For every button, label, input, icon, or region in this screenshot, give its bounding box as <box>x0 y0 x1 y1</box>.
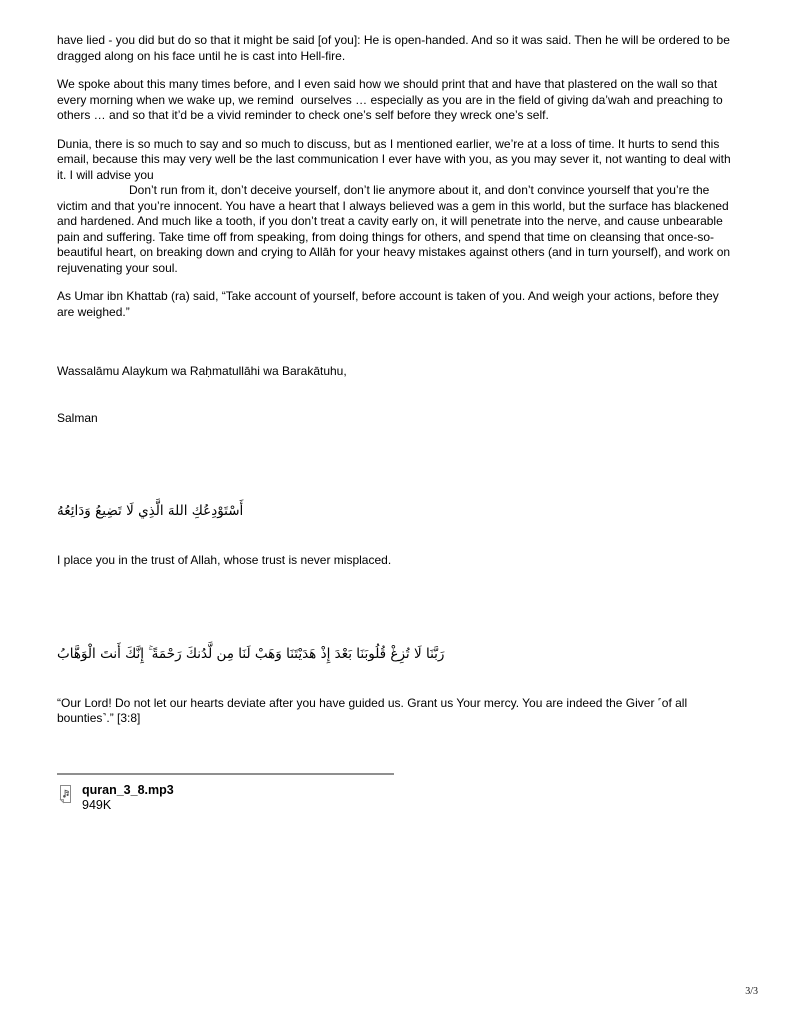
arabic-entrustment-text: أَسْتَوْدِعُكِ اللهَ الَّذِي لَا تَضِيعُ وَدَائِعُهُ <box>57 503 244 519</box>
page-number-indicator: 3/3 <box>745 986 758 997</box>
entrustment-block <box>57 470 735 600</box>
email-body <box>57 33 735 814</box>
attachment-filename[interactable]: quran_3_8.mp3 <box>82 782 174 797</box>
dua-translation: “Our Lord! Do not let our hearts deviate after you have guided us. Grant us Your mercy. You are indeed the Giver ˹of all bounties˺.” [3:8] <box>57 695 691 725</box>
attachment-meta <box>82 783 174 814</box>
paragraph-hadith-conclusion: have lied - you did but do so that it might be said [of you]: He is open-handed. And so it was said. Then he will be ordered to be dragged along on his face until he is cast into Hell-fire. <box>57 33 734 63</box>
attachment-filesize: 949K <box>82 798 112 812</box>
attachment-divider <box>57 773 394 775</box>
dua-block <box>57 613 735 758</box>
audio-file-icon <box>57 783 73 804</box>
paragraph-advice: Don’t run from it, don’t deceive yourself, don’t lie anymore about it, and don’t convince yourself that you’re the victim and that you’re innocent. You have a heart that I always believed was a gem in this world, but the surface has blackened and hardened. And much like a tooth, if you don’t treat a cavity early on, it will penetrate into the nerve, and cause unbearable pain and suffering. Take time off from speaking, from doing things for others, and spend that time on cleansing that once-so-beautiful heart, on breaking down and crying to Allāh for your heavy mistakes against others (and in turn yourself), and work on rejuvenating your soul. <box>57 183 734 275</box>
paragraph-umar-quote: As Umar ibn Khattab (ra) said, “Take account of yourself, before account is taken of you. And weigh your actions, before they are weighed.” <box>57 289 723 319</box>
attachment-row[interactable] <box>57 783 735 814</box>
closing-salutation: Wassalāmu Alaykum wa Raḥmatullāhi wa Barakātuhu, <box>57 364 347 378</box>
signature-name: Salman <box>57 410 98 425</box>
paragraph-plastered-reminder: We spoke about this many times before, and I even said how we should print that and have that plastered on the wall so that every morning when we wake up, we remind ourselves … especially as you are in the field of giving da’wah and preaching to others … and so that it’d be a vivid reminder to check one’s self before they wreck one’s self. <box>57 77 727 122</box>
entrustment-translation: I place you in the trust of Allah, whose trust is never misplaced. <box>57 553 392 567</box>
paragraph-dunia-address: Dunia, there is so much to say and so much to discuss, but as I mentioned earlier, we’re at a loss of time. It hurts to send this email, because this may very well be the last communication I ever have with you, as you may sever it, not wanting to deal with it. I will advise you <box>57 136 734 182</box>
closing-block <box>57 333 735 457</box>
arabic-dua-text: رَبَّنَا لَا تُزِغْ قُلُوبَنَا بَعْدَ إِذْ هَدَيْتَنَا وَهَبْ لَنَا مِن لَّدُنكَ رَحْمَةً ۚ إِنَّكَ أَنتَ الْوَهَّابُ <box>57 645 445 662</box>
